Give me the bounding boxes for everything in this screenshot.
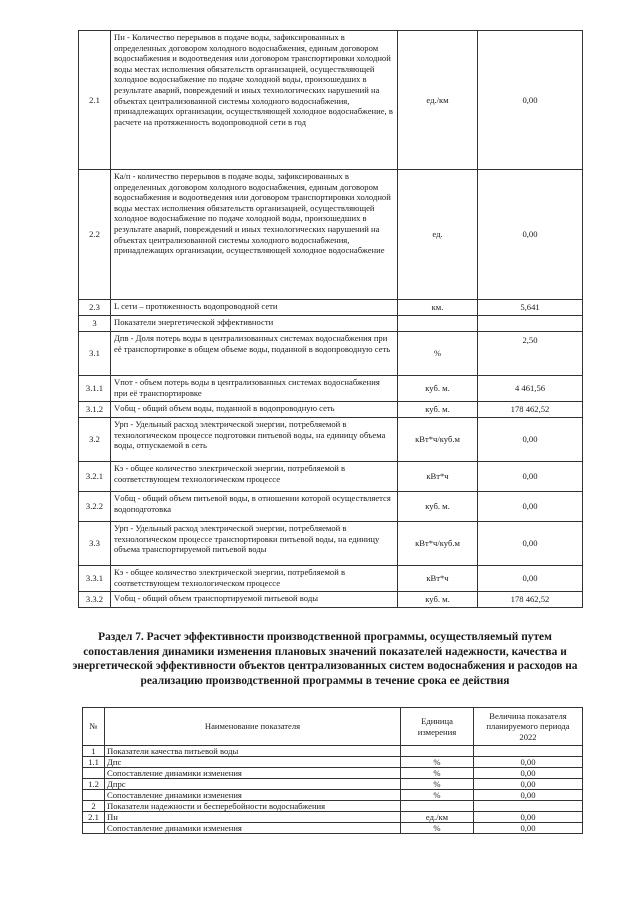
row-number: 2.2 [79, 170, 111, 300]
row-number: 3.2.2 [79, 492, 111, 522]
unit-of-measure: % [398, 332, 478, 376]
table-row [83, 757, 583, 768]
unit-of-measure: км. [398, 300, 478, 316]
indicator-description: Кэ - общее количество электрической энергии, потребляемой в соответствующем технологическом процессе [111, 566, 398, 592]
unit-of-measure: ед./км [401, 812, 474, 823]
unit-of-measure: ед./км [398, 31, 478, 170]
table-row [83, 768, 583, 779]
row-number [83, 768, 105, 779]
row-number: 1.1 [83, 757, 105, 768]
unit-of-measure: куб. м. [398, 592, 478, 608]
row-number: 2.1 [83, 812, 105, 823]
indicators-table [78, 30, 583, 608]
indicator-description: Vобщ - общий объем транспортируемой питьевой воды [111, 592, 398, 608]
unit-of-measure: % [401, 823, 474, 834]
table-row [79, 566, 583, 592]
table-row [79, 522, 583, 566]
unit-of-measure [401, 801, 474, 812]
indicator-name: Сопоставление динамики изменения [105, 790, 401, 801]
indicator-value: 5,641 [478, 300, 583, 316]
table-row [79, 300, 583, 316]
indicator-value: 0,00 [478, 522, 583, 566]
row-number: 1 [83, 746, 105, 757]
header-planned-value [474, 708, 583, 746]
indicator-name: Сопоставление динамики изменения [105, 768, 401, 779]
unit-of-measure: куб. м. [398, 376, 478, 402]
row-number: 2.3 [79, 300, 111, 316]
table-row [79, 492, 583, 522]
indicator-description: Vобщ - общий объем питьевой воды, в отношении которой осуществляется водоподготовка [111, 492, 398, 522]
table-row [79, 332, 583, 376]
unit-of-measure [398, 316, 478, 332]
table-row [83, 790, 583, 801]
indicator-value: 178 462,52 [478, 402, 583, 418]
table-row [83, 801, 583, 812]
unit-of-measure [401, 746, 474, 757]
indicator-value: 2,50 [478, 332, 583, 376]
row-number: 2.1 [79, 31, 111, 170]
row-number: 3.1.2 [79, 402, 111, 418]
unit-of-measure: кВт*ч [398, 566, 478, 592]
table-header-row [83, 708, 583, 746]
row-number: 1.2 [83, 779, 105, 790]
row-number: 2 [83, 801, 105, 812]
indicator-value: 0,00 [478, 462, 583, 492]
table-row [83, 823, 583, 834]
table-row [79, 376, 583, 402]
indicator-description: Ка/п - количество перерывов в подаче воды, зафиксированных в определенных договором холодного водоснабжения, единым договором водоснабжения и водоотведения или договором транспортировки холодной воды местах исполнения обязательств организацией, осуществляющей холодное водоснабжение по подаче холодной воды, произошедших в результате аварий, повреждений и иных технологических нарушений на объектах централизованной системы холодного водоснабжения, принадлежащих организации, осуществляющей холодное водоснабжение [111, 170, 398, 300]
indicator-name: Показатели надежности и бесперебойности водоснабжения [105, 801, 401, 812]
header-unit: Единица измерения [401, 708, 474, 746]
unit-of-measure: кВт*ч [398, 462, 478, 492]
indicator-name: Показатели качества питьевой воды [105, 746, 401, 757]
indicator-description: L сети – протяженность водопроводной сети [111, 300, 398, 316]
indicator-value: 0,00 [474, 779, 583, 790]
row-number: 3.2 [79, 418, 111, 462]
indicator-value: 0,00 [474, 823, 583, 834]
unit-of-measure: ед. [398, 170, 478, 300]
row-number: 3.1.1 [79, 376, 111, 402]
row-number: 3 [79, 316, 111, 332]
indicator-description: Vпот - объем потерь воды в централизованных системах водоснабжения при её транспортировке [111, 376, 398, 402]
table-row [83, 812, 583, 823]
table-row [79, 316, 583, 332]
indicator-name: Дпрс [105, 779, 401, 790]
table-row [83, 779, 583, 790]
indicator-description: Vобщ - общий объем воды, поданной в водопроводную сеть [111, 402, 398, 418]
indicator-value [474, 801, 583, 812]
indicator-value: 0,00 [478, 170, 583, 300]
table-row [79, 31, 583, 170]
indicator-value: 0,00 [478, 31, 583, 170]
indicator-value: 0,00 [474, 768, 583, 779]
unit-of-measure: кВт*ч/куб.м [398, 418, 478, 462]
table-row [83, 746, 583, 757]
indicator-value: 0,00 [478, 566, 583, 592]
row-number: 3.1 [79, 332, 111, 376]
unit-of-measure: % [401, 768, 474, 779]
indicator-description: Урп - Удельный расход электрической энергии, потребляемой в технологическом процессе подготовки питьевой воды, на единицу объема воды, отпускаемой в сеть [111, 418, 398, 462]
indicator-name: Пн [105, 812, 401, 823]
indicator-name: Дпс [105, 757, 401, 768]
unit-of-measure: % [401, 790, 474, 801]
row-number [83, 790, 105, 801]
indicator-value: 0,00 [474, 812, 583, 823]
indicator-value: 4 461,56 [478, 376, 583, 402]
unit-of-measure: куб. м. [398, 402, 478, 418]
unit-of-measure: куб. м. [398, 492, 478, 522]
table-row [79, 170, 583, 300]
indicator-value [478, 316, 583, 332]
unit-of-measure: кВт*ч/куб.м [398, 522, 478, 566]
header-number: № [83, 708, 105, 746]
indicator-description: Дпв - Доля потерь воды в централизованных системах водоснабжения при её транспортировке в общем объеме воды, поданной в водопроводную сеть [111, 332, 398, 376]
unit-of-measure: % [401, 779, 474, 790]
indicator-value: 0,00 [474, 757, 583, 768]
efficiency-table [82, 707, 583, 834]
table-row [79, 592, 583, 608]
indicator-value: 0,00 [478, 418, 583, 462]
table-row [79, 402, 583, 418]
indicator-description: Кэ - общее количество электрической энергии, потребляемой в соответствующем технологическом процессе [111, 462, 398, 492]
table-row [79, 462, 583, 492]
row-number: 3.3 [79, 522, 111, 566]
section-heading: Раздел 7. Расчет эффективности производственной программы, осуществляемый путем сопоставления динамики изменения плановых значений показателей надежности, качества и энергетической эффективности объектов централизованных систем водоснабжения и расходов на реализацию производственной программы в течение срока ее действия [72, 631, 578, 687]
indicator-value [474, 746, 583, 757]
indicator-description: Пн - Количество перерывов в подаче воды, зафиксированных в определенных договором холодного водоснабжения, единым договором водоснабжения и водоотведения или договором транспортировки холодной воды местах исполнения обязательств организацией, осуществляющей холодное водоснабжение по подаче холодной воды, произошедших в результате аварий, повреждений и иных технологических нарушений на объектах централизованной системы холодного водоснабжения, принадлежащих организации, осуществляющей холодное водоснабжение, в расчете на протяженность водопроводной сети в год [111, 31, 398, 170]
indicator-description: Урп - Удельный расход электрической энергии, потребляемой в технологическом процессе транспортировки питьевой воды, на единицу объема транспортируемой питьевой воды [111, 522, 398, 566]
row-number: 3.3.1 [79, 566, 111, 592]
table-row [79, 418, 583, 462]
indicator-value: 178 462,52 [478, 592, 583, 608]
header-year: 2022 [519, 731, 537, 742]
row-number: 3.3.2 [79, 592, 111, 608]
header-period-label: Величина показателя планируемого периода [486, 710, 570, 732]
row-number: 3.2.1 [79, 462, 111, 492]
indicator-value: 0,00 [478, 492, 583, 522]
indicator-value: 0,00 [474, 790, 583, 801]
row-number [83, 823, 105, 834]
header-indicator-name: Наименование показателя [105, 708, 401, 746]
unit-of-measure: % [401, 757, 474, 768]
indicator-name: Сопоставление динамики изменения [105, 823, 401, 834]
indicator-description: Показатели энергетической эффективности [111, 316, 398, 332]
